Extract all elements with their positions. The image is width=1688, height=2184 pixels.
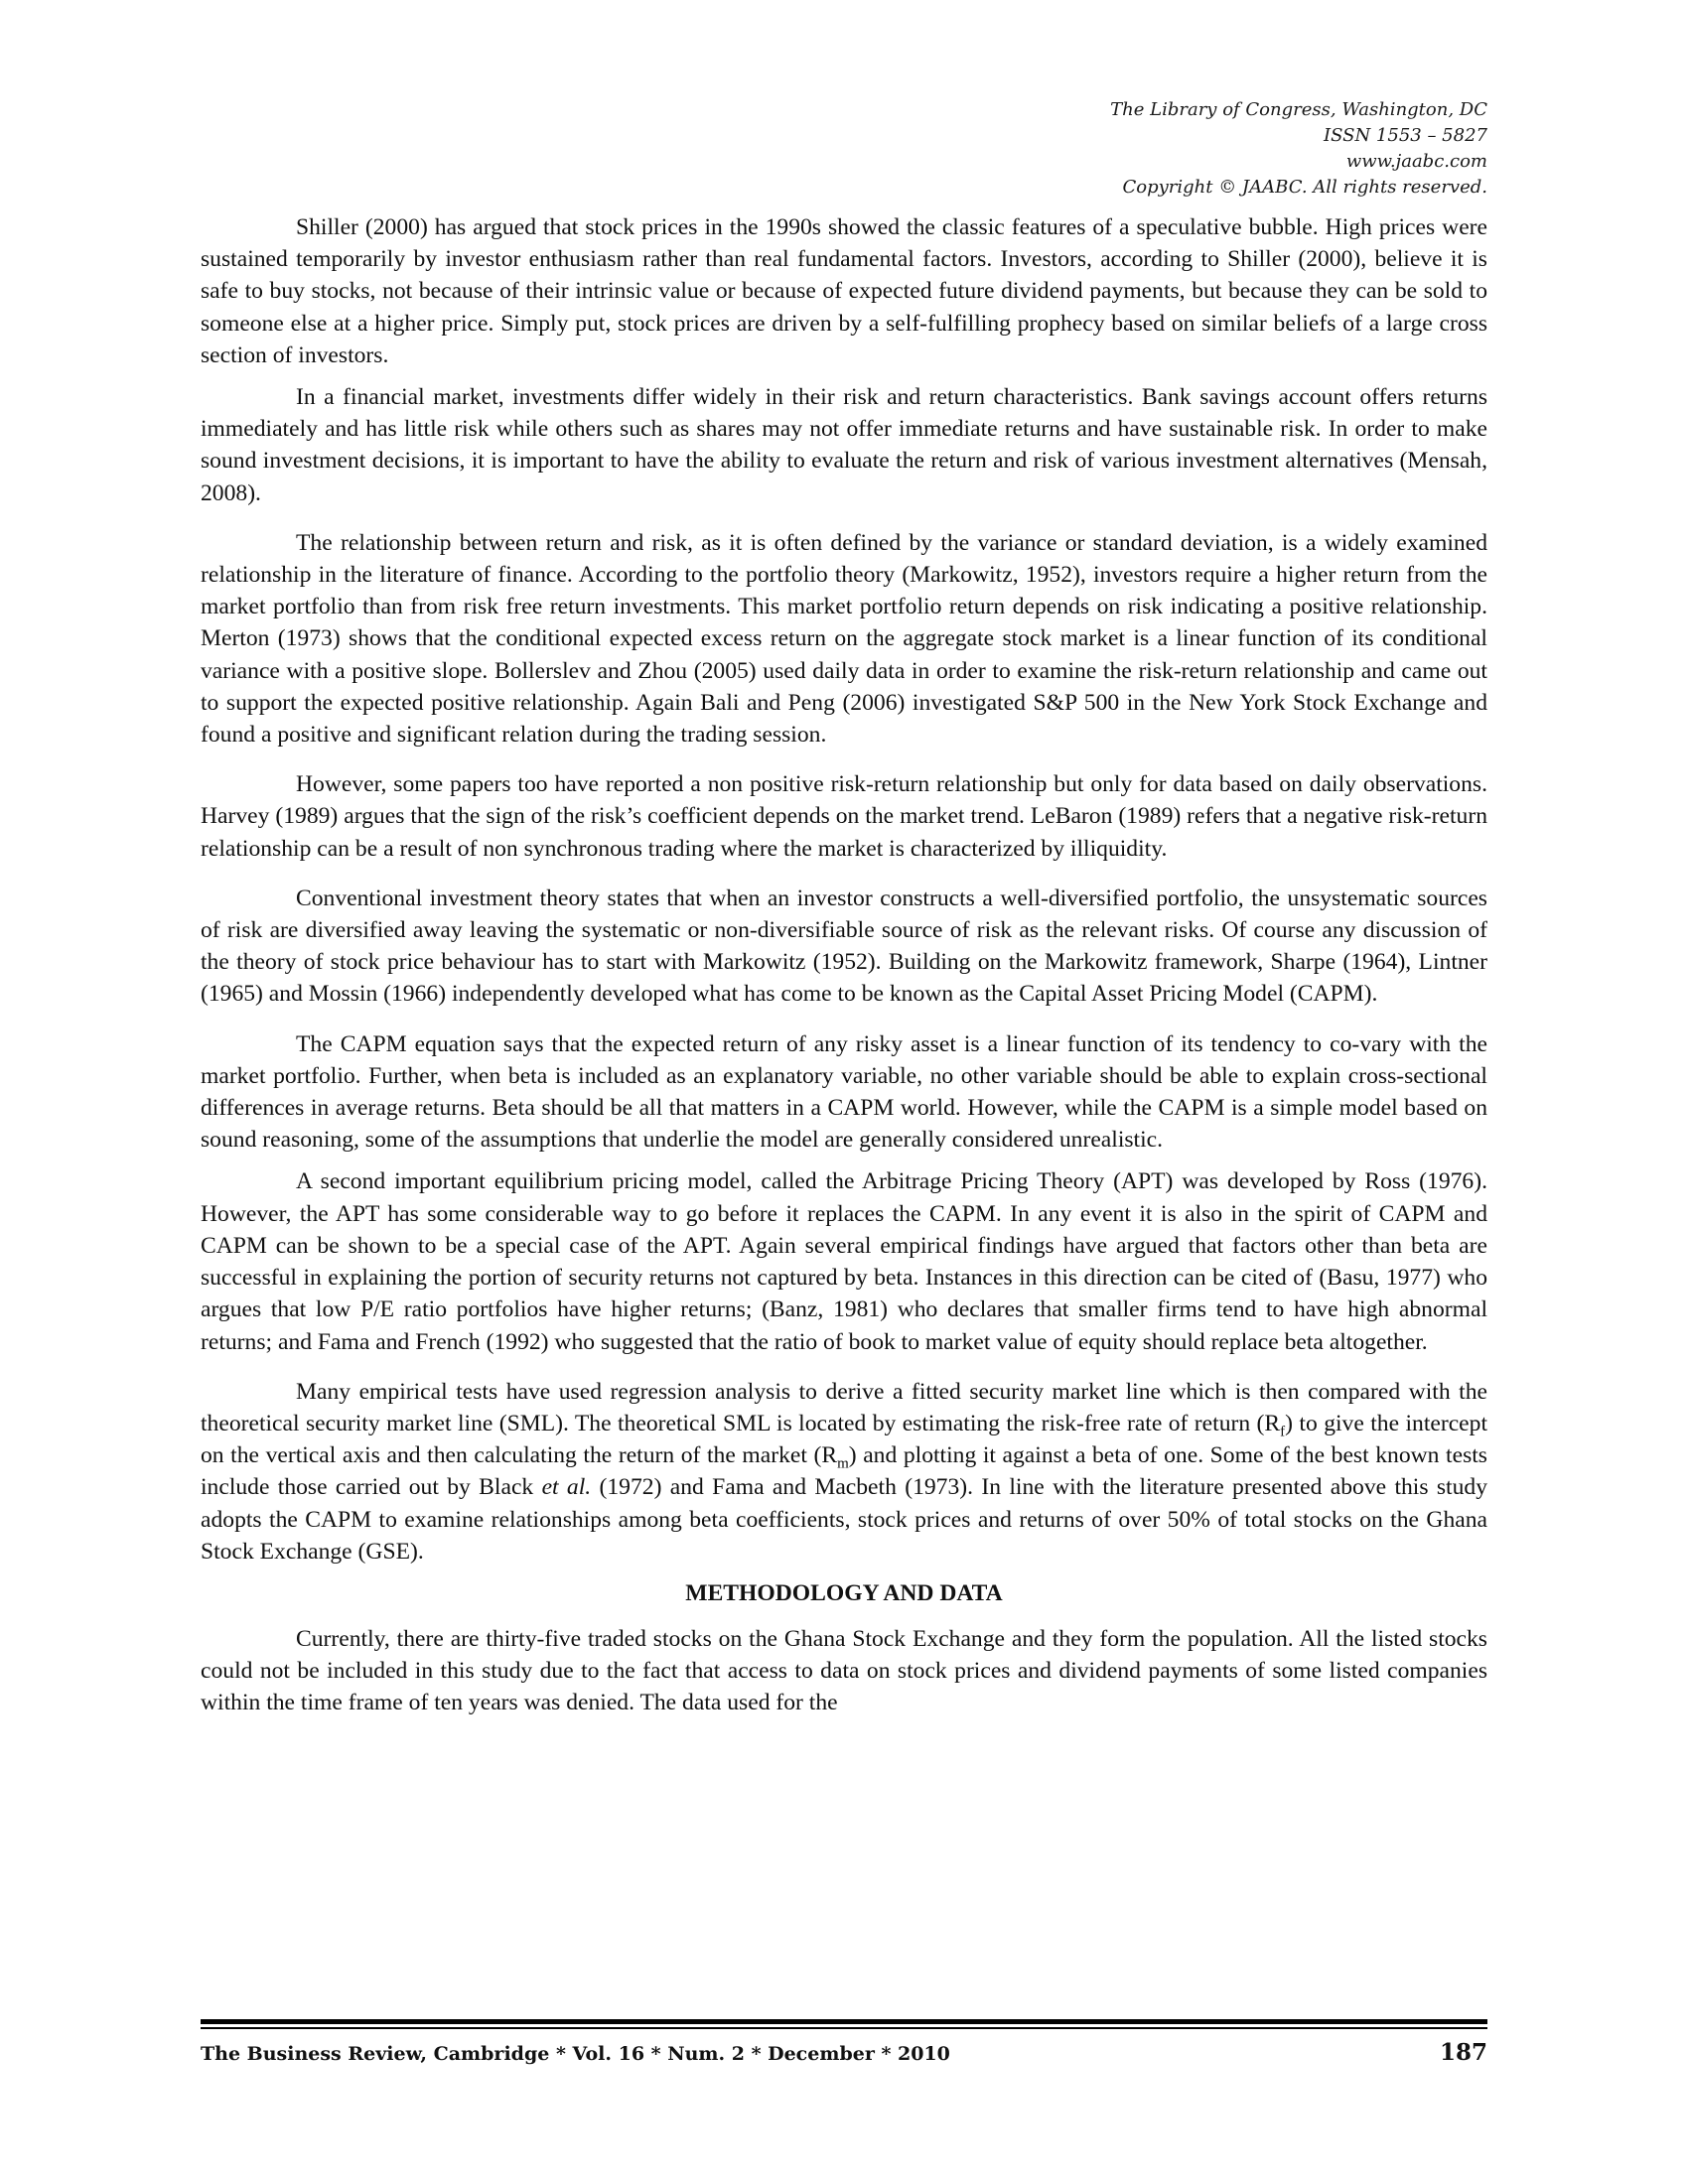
page-number: 187 — [1439, 2039, 1487, 2066]
paragraph: The relationship between return and risk, as it is often defined by the variance or standard deviation, is a widely examined relationship in the literature of finance. According to the portfolio theory (Markowitz, 1952), investors require a higher return from the market portfolio than from risk free return investments. This market portfolio return depends on risk indicating a positive relationship. Merton (1973) shows that the conditional expected excess return on the aggregate stock market is a linear function of its conditional variance with a positive slope. Bollerslev and Zhou (2005) used daily data in order to examine the risk-return relationship and came out to support the expected positive relationship. Again Bali and Peng (2006) investigated S&P 500 in the New York Stock Exchange and found a positive and significant relation during the trading session. — [201, 529, 1487, 749]
text-run: (1972) and Fama and Macbeth (1973). In line with the literature presented above this study adopts the CAPM to examine relationships among beta coefficients, stock prices and returns of over 50% of total stocks on the Ghana Stock Exchange (GSE). — [201, 1474, 1487, 1565]
subscript-m: m — [837, 1455, 849, 1472]
italic-et-al: et al. — [541, 1474, 592, 1501]
footer-row — [201, 2039, 1487, 2066]
page-footer — [201, 2019, 1487, 2066]
header-library: The Library of Congress, Washington, DC — [1110, 99, 1487, 120]
paragraph: However, some papers too have reported a non positive risk-return relationship but only for data based on daily observations. Harvey (1989) argues that the sign of the risk’s coefficient depends on the market trend. LeBaron (1989) refers that a negative risk-return relationship can be a result of non synchronous trading where the market is characterized by illiquidity. — [201, 771, 1487, 862]
footer-rule-thick — [201, 2019, 1487, 2024]
text-run: Many empirical tests have used regression analysis to derive a fitted security market line which is then compared with the theoretical security market line (SML). The theoretical SML is located by estimating the risk-free rate of return (R — [201, 1378, 1487, 1436]
section-heading: METHODOLOGY AND DATA — [685, 1579, 1003, 1606]
paragraph: The CAPM equation says that the expected return of any risky asset is a linear function of its tendency to co-vary with the market portfolio. Further, when beta is included as an explanatory variable, no other variable should be able to explain cross-sectional differences in average returns. Beta should be all that matters in a CAPM world. However, while the CAPM is a simple model based on sound reasoning, some of the assumptions that underlie the model are generally considered unrealistic. — [201, 1030, 1487, 1154]
paragraph: Currently, there are thirty-five traded stocks on the Ghana Stock Exchange and they form the population. All the listed stocks could not be included in this study due to the fact that access to data on stock prices and dividend payments of some listed companies within the time frame of ten years was denied. The data used for the — [201, 1625, 1487, 1716]
header-issn: ISSN 1553 – 5827 — [1324, 125, 1487, 146]
paragraph — [201, 1376, 1487, 1568]
header-copyright: Copyright © JAABC. All rights reserved. — [1122, 177, 1487, 198]
footer-rule-thin — [201, 2027, 1487, 2029]
paragraph: Shiller (2000) has argued that stock prices in the 1990s showed the classic features of a speculative bubble. High prices were sustained temporarily by investor enthusiasm rather than real fundamental factors. Investors, according to Shiller (2000), believe it is safe to buy stocks, not because of their intrinsic value or because of expected future dividend payments, but because they can be sold to someone else at a higher price. Simply put, stock prices are driven by a self-fulfilling prophecy based on similar beliefs of a large cross section of investors. — [201, 214, 1487, 368]
text-run: ) and plotting it against a beta of one. Some of the best known tests include those carried out by Black — [201, 1442, 1487, 1501]
journal-header — [1110, 97, 1487, 201]
paragraph: A second important equilibrium pricing model, called the Arbitrage Pricing Theory (APT) was developed by Ross (1976). However, the APT has some considerable way to go before it replaces the CAPM. In any event it is also in the spirit of CAPM and CAPM can be shown to be a special case of the APT. Again several empirical findings have argued that factors other than beta are successful in explaining the portion of security returns not captured by beta. Instances in this direction can be cited of (Basu, 1977) who argues that low P/E ratio portfolios have higher returns; (Banz, 1981) who declares that smaller firms tend to have high abnormal returns; and Fama and French (1992) who suggested that the ratio of book to market value of equity should replace beta altogether. — [201, 1168, 1487, 1355]
footer-journal-citation: The Business Review, Cambridge * Vol. 16 * Num. 2 * December * 2010 — [201, 2043, 950, 2065]
subscript-f: f — [1280, 1424, 1286, 1440]
paragraph: In a financial market, investments differ widely in their risk and return characteristics. Bank savings account offers returns immediately and has little risk while others such as shares may not offer immediate returns and have sustainable risk. In order to make sound investment decisions, it is important to have the ability to evaluate the return and risk of various investment alternatives (Mensah, 2008). — [201, 384, 1487, 506]
header-website: www.jaabc.com — [1345, 151, 1487, 172]
paragraph: Conventional investment theory states that when an investor constructs a well-diversified portfolio, the unsystematic sources of risk are diversified away leaving the systematic or non-diversifiable source of risk as the relevant risks. Of course any discussion of the theory of stock price behaviour has to start with Markowitz (1952). Building on the Markowitz framework, Sharpe (1964), Lintner (1965) and Mossin (1966) independently developed what has come to be known as the Capital Asset Pricing Model (CAPM). — [201, 885, 1487, 1008]
text-run: ) to give the intercept on the vertical axis and then calculating the return of the market (R — [201, 1410, 1487, 1469]
article-body — [201, 211, 1487, 1737]
